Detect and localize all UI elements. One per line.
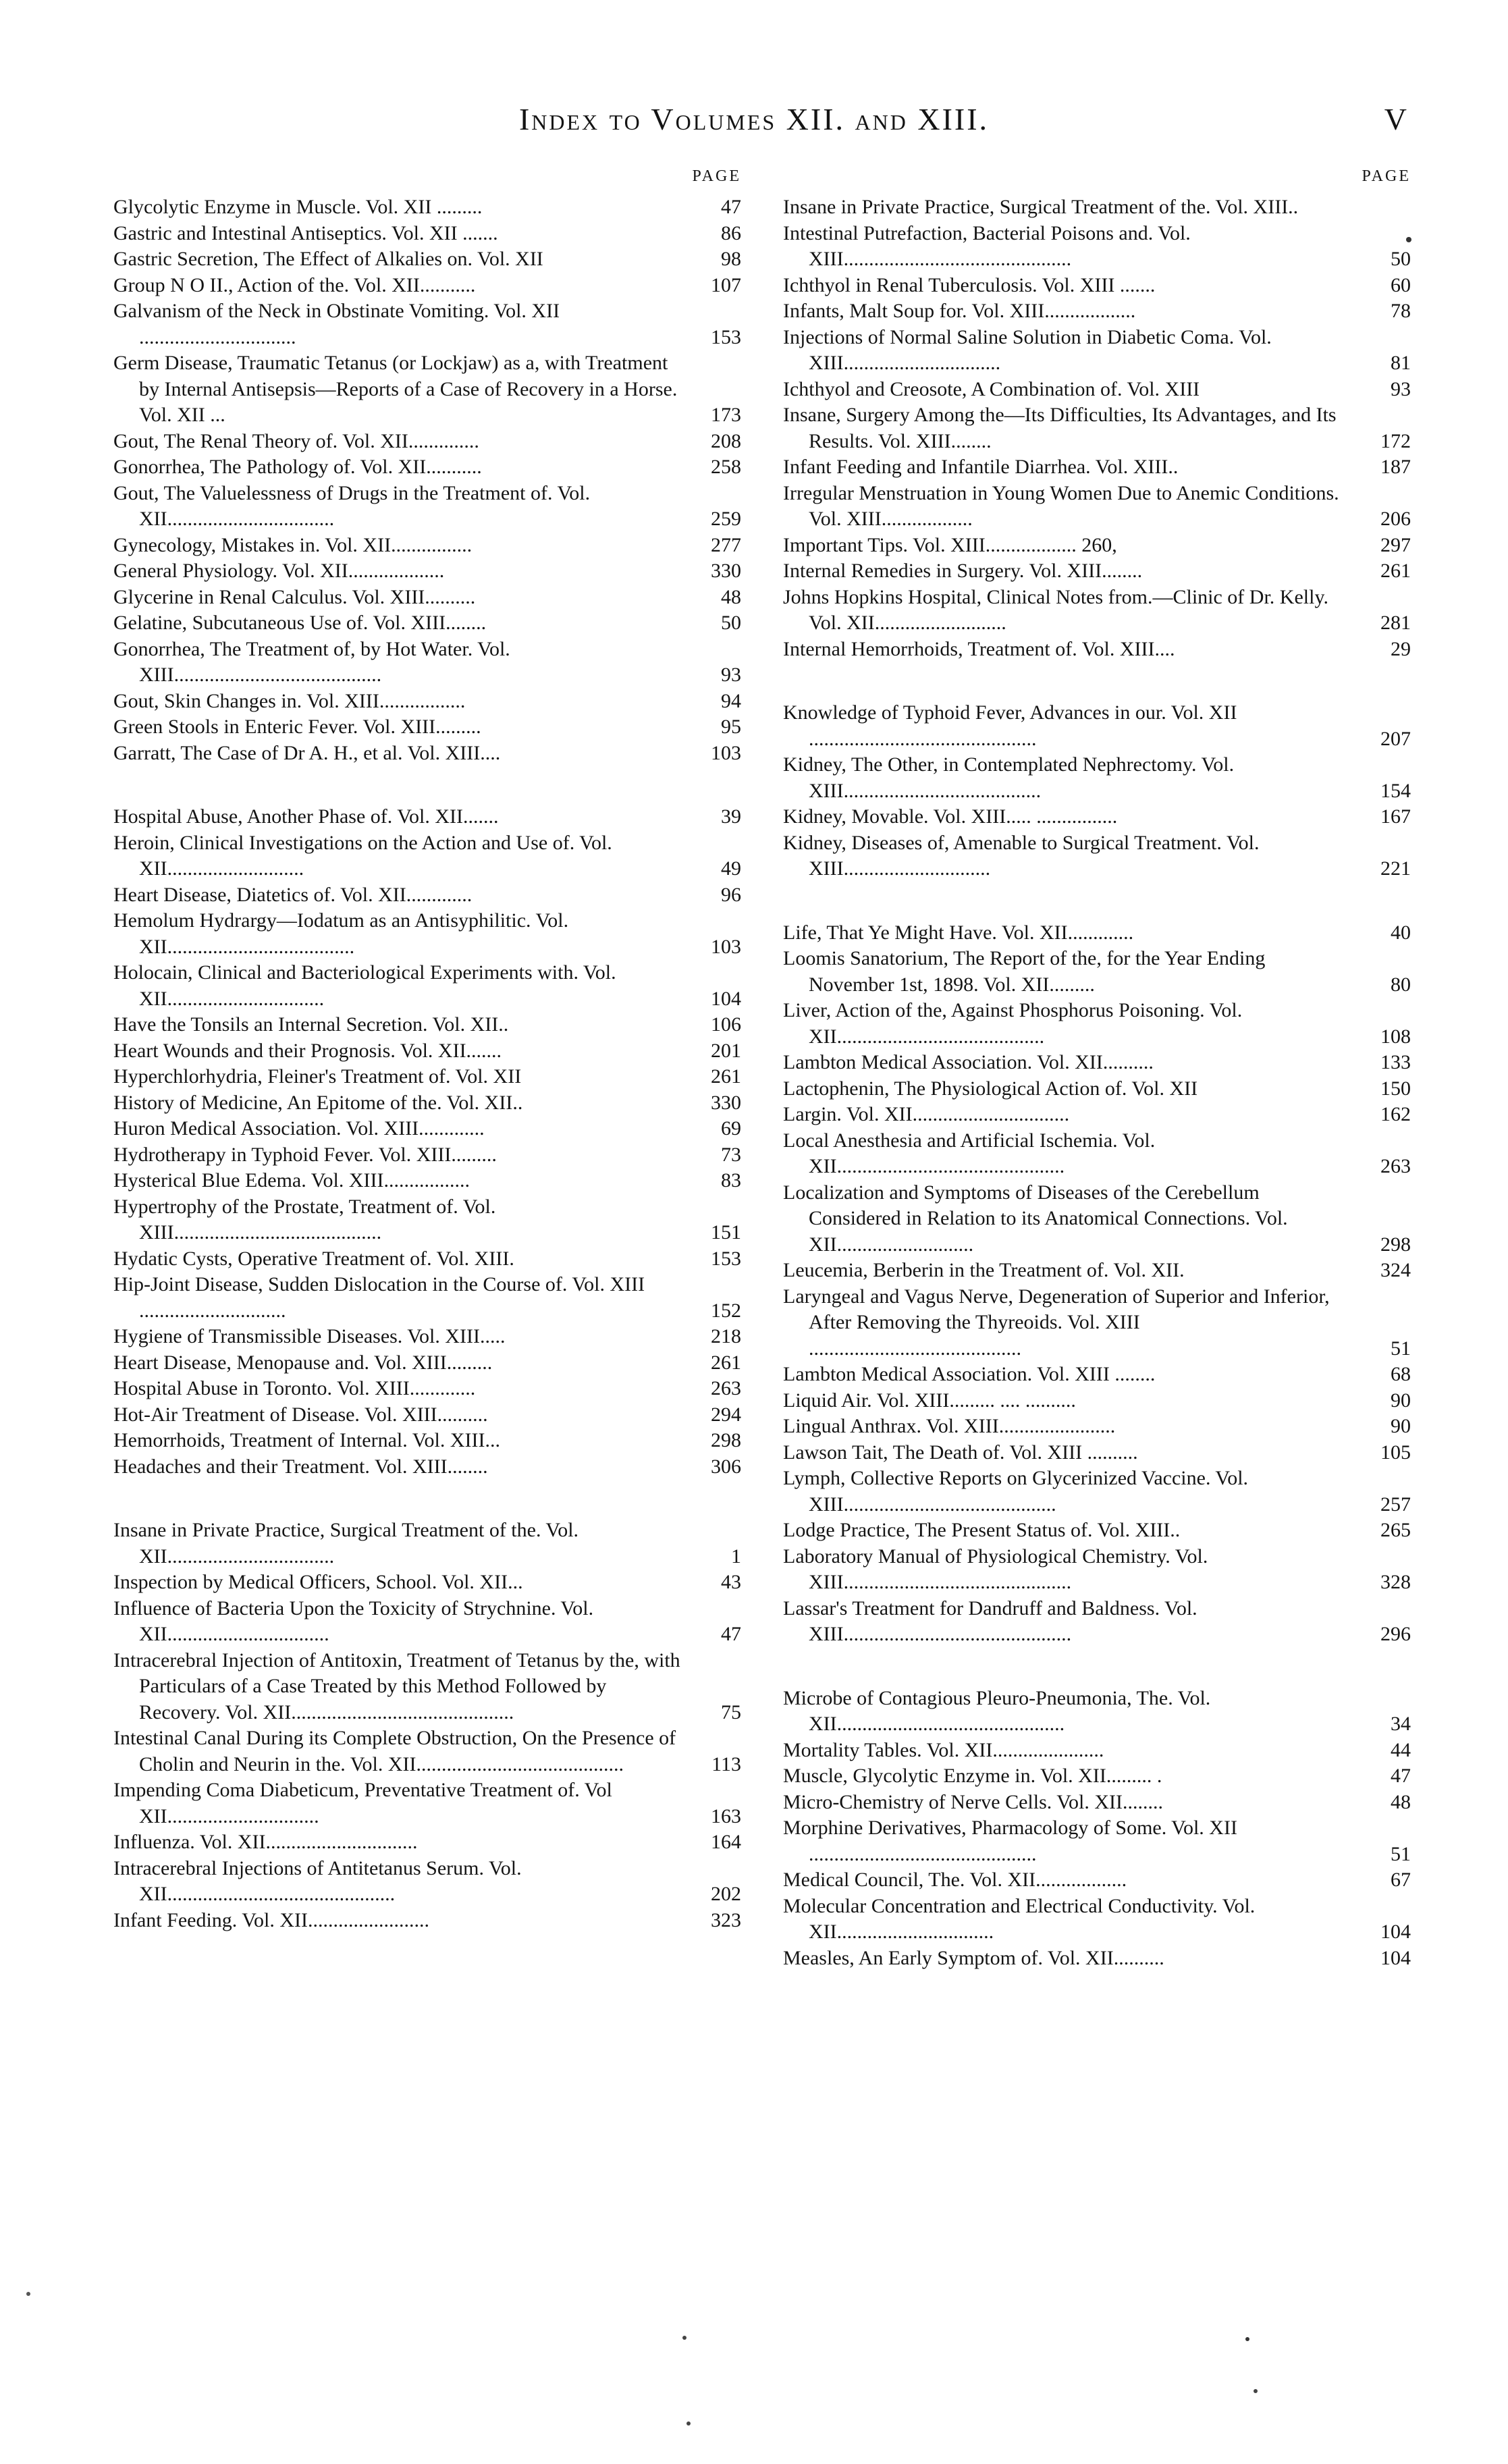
index-entry xyxy=(113,1725,747,1777)
entry-page-number: 207 xyxy=(1380,727,1411,750)
entry-page-number: 257 xyxy=(1380,1493,1411,1516)
entry-page-number: 90 xyxy=(1391,1415,1411,1437)
index-entry xyxy=(783,1894,1416,1946)
entry-page-number: 43 xyxy=(721,1571,741,1593)
entry-text: Gout, The Valuelessness of Drugs in the Treatment of. Vol. XII................................. xyxy=(113,481,591,530)
entry-text: Intestinal Putrefaction, Bacterial Poisons and. Vol. XIII............................................. xyxy=(783,221,1191,270)
entry-text: Measles, An Early Symptom of. Vol. XII.......... xyxy=(783,1946,1164,1969)
entry-page-number: 330 xyxy=(711,560,741,582)
index-entry xyxy=(783,481,1416,533)
entry-page-number: 73 xyxy=(721,1143,741,1166)
entry-text: Headaches and their Treatment. Vol. XIII........ xyxy=(113,1455,488,1478)
entry-text: Lymph, Collective Reports on Glycerinized Vaccine. Vol. XIII.......................................... xyxy=(783,1467,1249,1516)
entry-text: Hyperchlorhydria, Fleiner's Treatment of. Vol. XII xyxy=(113,1065,522,1088)
index-entry xyxy=(113,350,747,429)
entry-page-number: 172 xyxy=(1380,429,1411,452)
entry-text: Hysterical Blue Edema. Vol. XIII................. xyxy=(113,1169,470,1191)
index-entry xyxy=(783,1867,1416,1894)
entry-page-number: 49 xyxy=(721,857,741,880)
index-entry xyxy=(783,830,1416,882)
index-entry xyxy=(113,1570,747,1596)
index-entry xyxy=(113,1246,747,1273)
entry-text: Green Stools in Enteric Fever. Vol. XIII......... xyxy=(113,716,481,738)
index-entry xyxy=(113,1829,747,1856)
entry-text: Hydrotherapy in Typhoid Fever. Vol. XIII......... xyxy=(113,1143,497,1166)
entry-page-number: 277 xyxy=(711,533,741,556)
entry-page-number: 324 xyxy=(1380,1259,1411,1281)
entry-page-number: 298 xyxy=(1380,1233,1411,1256)
entry-text: Glycolytic Enzyme in Muscle. Vol. XII ......... xyxy=(113,196,483,218)
section-gap xyxy=(113,1480,747,1518)
index-entry xyxy=(113,1038,747,1065)
entry-text: Knowledge of Typhoid Fever, Advances in our. Vol. XII ............................................. xyxy=(783,701,1237,750)
index-entry xyxy=(113,1376,747,1402)
entry-text: Insane in Private Practice, Surgical Treatment of the. Vol. XIII.. xyxy=(783,196,1299,218)
entry-text: Infant Feeding and Infantile Diarrhea. Vol. XIII.. xyxy=(783,456,1179,478)
entry-page-number: 259 xyxy=(711,508,741,530)
entry-page-number: 29 xyxy=(1391,637,1411,660)
entry-text: General Physiology. Vol. XII................... xyxy=(113,560,445,582)
index-entry xyxy=(113,908,747,960)
index-entry xyxy=(113,1350,747,1376)
entry-page-number: 328 xyxy=(1380,1571,1411,1593)
index-entry xyxy=(113,714,747,741)
index-entry xyxy=(783,920,1416,946)
entry-page-number: 208 xyxy=(711,429,741,452)
index-entry xyxy=(113,1777,747,1829)
entry-text: Leucemia, Berberin in the Treatment of. Vol. XII. xyxy=(783,1259,1185,1281)
index-entry xyxy=(783,1466,1416,1518)
entry-text: Laboratory Manual of Physiological Chemistry. Vol. XIII............................................. xyxy=(783,1545,1208,1593)
entry-page-number: 93 xyxy=(721,664,741,686)
index-entry xyxy=(113,960,747,1012)
entry-text: Hospital Abuse in Toronto. Vol. XIII............. xyxy=(113,1377,476,1399)
entry-text: Localization and Symptoms of Diseases of the Cerebellum Considered in Relation to its Anatomical Connections. Vol. XII........................... xyxy=(783,1181,1288,1256)
index-entry xyxy=(783,1050,1416,1076)
index-entry xyxy=(113,1142,747,1169)
index-entry xyxy=(783,273,1416,299)
entry-page-number: 80 xyxy=(1391,973,1411,996)
entry-page-number: 150 xyxy=(1380,1077,1411,1100)
entry-text: Liver, Action of the, Against Phosphorus Poisoning. Vol. XII......................................... xyxy=(783,999,1243,1048)
index-entry xyxy=(113,429,747,455)
entry-text: Internal Hemorrhoids, Treatment of. Vol. XIII.... xyxy=(783,637,1175,660)
entry-page-number: 153 xyxy=(711,325,741,348)
entry-page-number: 187 xyxy=(1380,456,1411,478)
index-entry xyxy=(783,1128,1416,1180)
entry-text: Have the Tonsils an Internal Secretion. Vol. XII.. xyxy=(113,1013,509,1036)
index-entry xyxy=(783,1102,1416,1128)
entry-text: Gout, The Renal Theory of. Vol. XII.............. xyxy=(113,429,479,452)
entry-text: Infants, Malt Soup for. Vol. XIII.................. xyxy=(783,300,1136,322)
entry-text: Lawson Tait, The Death of. Vol. XIII .......... xyxy=(783,1441,1138,1464)
index-entry xyxy=(113,1168,747,1194)
entry-text: Germ Disease, Traumatic Tetanus (or Lockjaw) as a, with Treatment by Internal Antisepsis—Reports of a Case of Recovery in a Horse. Vol. XII ... xyxy=(113,352,678,426)
entry-text: Internal Remedies in Surgery. Vol. XIII........ xyxy=(783,560,1143,582)
entry-text: Irregular Menstruation in Young Women Due to Anemic Conditions. Vol. XIII.................. xyxy=(783,481,1339,530)
index-entry xyxy=(113,1324,747,1350)
index-entry xyxy=(783,221,1416,273)
entry-page-number: 173 xyxy=(711,404,741,426)
index-entry xyxy=(783,1544,1416,1596)
entry-text: Ichthyol and Creosote, A Combination of. Vol. XIII xyxy=(783,377,1200,400)
entry-text: Gynecology, Mistakes in. Vol. XII................ xyxy=(113,533,473,556)
index-entry xyxy=(113,1194,747,1246)
entry-page-number: 47 xyxy=(1391,1765,1411,1787)
entry-page-number: 40 xyxy=(1391,921,1411,944)
entry-page-number: 296 xyxy=(1380,1623,1411,1645)
index-entry xyxy=(783,998,1416,1050)
entry-page-number: 323 xyxy=(711,1908,741,1931)
entry-text: Liquid Air. Vol. XIII......... .... .......... xyxy=(783,1389,1076,1412)
entry-text: Impending Coma Diabeticum, Preventative Treatment of. Vol XII.............................. xyxy=(113,1779,612,1827)
index-entry xyxy=(783,585,1416,637)
entry-page-number: 50 xyxy=(721,612,741,634)
entry-page-number: 48 xyxy=(1391,1790,1411,1813)
entry-page-number: 93 xyxy=(1391,377,1411,400)
entry-text: Molecular Concentration and Electrical Conductivity. Vol. XII............................... xyxy=(783,1894,1256,1943)
entry-page-number: 68 xyxy=(1391,1363,1411,1385)
index-entry xyxy=(783,804,1416,830)
entry-text: Gonorrhea, The Pathology of. Vol. XII........... xyxy=(113,456,482,478)
index-entry xyxy=(783,1518,1416,1544)
entry-text: Lodge Practice, The Present Status of. Vol. XIII.. xyxy=(783,1519,1181,1541)
index-entry xyxy=(113,1908,747,1934)
index-entry xyxy=(113,1402,747,1428)
entry-page-number: 330 xyxy=(711,1091,741,1114)
index-entry xyxy=(783,1738,1416,1764)
index-entry xyxy=(783,1180,1416,1258)
entry-text: Insane in Private Practice, Surgical Treatment of the. Vol. XII................................. xyxy=(113,1519,579,1568)
index-entry xyxy=(113,585,747,611)
entry-text: Medical Council, The. Vol. XII.................. xyxy=(783,1869,1127,1891)
entry-page-number: 104 xyxy=(711,987,741,1010)
entry-page-number: 60 xyxy=(1391,273,1411,296)
index-entry xyxy=(113,1064,747,1090)
entry-text: History of Medicine, An Epitome of the. Vol. XII.. xyxy=(113,1091,523,1114)
entry-page-number: 104 xyxy=(1380,1921,1411,1943)
entry-page-number: 306 xyxy=(711,1455,741,1478)
index-entry xyxy=(783,1414,1416,1440)
entry-page-number: 152 xyxy=(711,1299,741,1322)
index-entry xyxy=(783,1388,1416,1414)
entry-page-number: 167 xyxy=(1380,805,1411,828)
entry-page-number: 75 xyxy=(721,1700,741,1723)
entry-text: Kidney, The Other, in Contemplated Nephrectomy. Vol. XIII....................................... xyxy=(783,753,1235,802)
entry-page-number: 133 xyxy=(1380,1051,1411,1073)
section-gap xyxy=(783,662,1416,700)
index-entry xyxy=(783,1284,1416,1362)
entry-page-number: 258 xyxy=(711,456,741,478)
entry-text: Injections of Normal Saline Solution in Diabetic Coma. Vol. XIII............................... xyxy=(783,325,1272,374)
entry-text: Lambton Medical Association. Vol. XIII ........ xyxy=(783,1363,1156,1385)
entry-text: Gastric and Intestinal Antiseptics. Vol. XII ....... xyxy=(113,221,498,244)
entry-page-number: 98 xyxy=(721,248,741,270)
entry-page-number: 163 xyxy=(711,1804,741,1827)
index-entry xyxy=(113,610,747,637)
left-column xyxy=(113,167,747,1933)
entry-page-number: 103 xyxy=(711,741,741,764)
entry-text: Local Anesthesia and Artificial Ischemia. Vol. XII............................................. xyxy=(783,1129,1156,1177)
entry-text: Ichthyol in Renal Tuberculosis. Vol. XIII ....... xyxy=(783,273,1156,296)
entry-page-number: 265 xyxy=(1380,1519,1411,1541)
index-entry xyxy=(783,1790,1416,1816)
entry-page-number: 50 xyxy=(1391,248,1411,270)
entry-page-number: 86 xyxy=(721,221,741,244)
entry-text: Hot-Air Treatment of Disease. Vol. XIII.......... xyxy=(113,1403,488,1426)
entry-page-number: 154 xyxy=(1380,779,1411,802)
entry-page-number: 96 xyxy=(721,883,741,906)
index-entry xyxy=(783,194,1416,221)
entry-text: Kidney, Movable. Vol. XIII..... ................ xyxy=(783,805,1118,828)
entry-page-number: 105 xyxy=(1380,1441,1411,1464)
entry-page-number: 201 xyxy=(711,1039,741,1062)
entry-text: Heart Wounds and their Prognosis. Vol. XII....... xyxy=(113,1039,502,1062)
page-column-label: PAGE xyxy=(692,167,741,185)
index-entry xyxy=(783,298,1416,325)
entry-page-number: 297 xyxy=(1380,533,1411,556)
entry-text: Kidney, Diseases of, Amenable to Surgical Treatment. Vol. XIII............................. xyxy=(783,831,1260,880)
entry-page-number: 51 xyxy=(1391,1337,1411,1360)
entry-text: Hypertrophy of the Prostate, Treatment of. Vol. XIII......................................... xyxy=(113,1195,496,1243)
index-entry xyxy=(113,533,747,559)
entry-text: Heart Disease, Menopause and. Vol. XIII......... xyxy=(113,1351,493,1374)
index-entry xyxy=(783,402,1416,454)
index-entry xyxy=(783,1763,1416,1790)
index-entry xyxy=(113,246,747,273)
entry-page-number: 78 xyxy=(1391,300,1411,322)
entry-page-number: 153 xyxy=(711,1247,741,1270)
index-entry xyxy=(113,1518,747,1570)
index-entry xyxy=(113,882,747,909)
entry-text: Largin. Vol. XII............................... xyxy=(783,1103,1070,1125)
index-entry xyxy=(113,1272,747,1324)
entry-text: Insane, Surgery Among the—Its Difficulties, Its Advantages, and Its Results. Vol. XIII........ xyxy=(783,404,1337,452)
index-entry xyxy=(113,298,747,350)
entry-text: Loomis Sanatorium, The Report of the, for the Year Ending November 1st, 1898. Vol. XII......... xyxy=(783,947,1266,996)
entry-page-number: 81 xyxy=(1391,352,1411,374)
running-head: Index to Volumes XII. and XIII. xyxy=(518,102,990,136)
entry-page-number: 34 xyxy=(1391,1713,1411,1735)
entry-page-number: 47 xyxy=(721,1623,741,1645)
entry-text: Inspection by Medical Officers, School. Vol. XII... xyxy=(113,1571,523,1593)
entry-text: Hip-Joint Disease, Sudden Dislocation in the Course of. Vol. XIII ............................. xyxy=(113,1273,645,1322)
index-entry xyxy=(783,1076,1416,1102)
index-entry xyxy=(783,454,1416,481)
entry-text: Lambton Medical Association. Vol. XII.......... xyxy=(783,1051,1154,1073)
index-entry xyxy=(113,221,747,247)
entry-text: Infant Feeding. Vol. XII........................ xyxy=(113,1908,430,1931)
index-entry xyxy=(783,1362,1416,1388)
entry-page-number: 261 xyxy=(711,1351,741,1374)
entry-text: Intracerebral Injection of Antitoxin, Treatment of Tetanus by the, with Particulars of a Case Treated by this Method Followed by Recovery. Vol. XII............................................ xyxy=(113,1649,680,1723)
entry-text: Lingual Anthrax. Vol. XIII....................... xyxy=(783,1415,1116,1437)
entry-text: Heroin, Clinical Investigations on the Action and Use of. Vol. XII........................... xyxy=(113,831,612,880)
entry-text: Mortality Tables. Vol. XII...................... xyxy=(783,1738,1104,1761)
entry-page-number: 221 xyxy=(1380,857,1411,880)
index-entry xyxy=(783,700,1416,752)
entry-page-number: 83 xyxy=(721,1169,741,1191)
entry-text: Hydatic Cysts, Operative Treatment of. Vol. XIII. xyxy=(113,1247,514,1270)
entry-text: Group N O II., Action of the. Vol. XII........... xyxy=(113,273,476,296)
entry-page-number: 67 xyxy=(1391,1869,1411,1891)
index-entry xyxy=(113,1596,747,1648)
entry-text: Hygiene of Transmissible Diseases. Vol. XIII..... xyxy=(113,1325,506,1347)
index-entry xyxy=(783,637,1416,663)
index-entry xyxy=(113,194,747,221)
index-entry xyxy=(113,1856,747,1908)
index-entry xyxy=(783,752,1416,804)
section-gap xyxy=(783,1648,1416,1686)
entry-page-number: 103 xyxy=(711,935,741,958)
entry-page-number: 48 xyxy=(721,585,741,608)
entry-page-number: 90 xyxy=(1391,1389,1411,1412)
entry-page-number: 162 xyxy=(1380,1103,1411,1125)
page-number: V xyxy=(1384,102,1407,136)
index-entry xyxy=(113,637,747,689)
entry-text: Intracerebral Injections of Antitetanus Serum. Vol. XII............................................. xyxy=(113,1856,522,1905)
entry-text: Influence of Bacteria Upon the Toxicity of Strychnine. Vol. XII................................ xyxy=(113,1597,594,1645)
entry-page-number: 261 xyxy=(711,1065,741,1088)
entry-text: Hospital Abuse, Another Phase of. Vol. XII....... xyxy=(113,805,499,828)
entry-text: Huron Medical Association. Vol. XIII............. xyxy=(113,1117,485,1140)
entry-page-number: 263 xyxy=(711,1377,741,1399)
index-entry xyxy=(113,273,747,299)
entry-text: Gastric Secretion, The Effect of Alkalies on. Vol. XII xyxy=(113,248,543,270)
entry-page-number: 218 xyxy=(711,1325,741,1347)
index-entry xyxy=(113,481,747,533)
entry-page-number: 108 xyxy=(1380,1025,1411,1048)
entry-page-number: 263 xyxy=(1380,1155,1411,1177)
entry-text: Hemorrhoids, Treatment of Internal. Vol. XIII... xyxy=(113,1429,500,1451)
entry-page-number: 95 xyxy=(721,716,741,738)
index-entry xyxy=(113,1428,747,1454)
entry-text: Lactophenin, The Physiological Action of. Vol. XII xyxy=(783,1077,1198,1100)
section-gap xyxy=(783,882,1416,920)
entry-page-number: 106 xyxy=(711,1013,741,1036)
entry-page-number: 164 xyxy=(711,1831,741,1853)
index-entry xyxy=(113,830,747,882)
entry-page-number: 47 xyxy=(721,196,741,218)
entry-page-number: 294 xyxy=(711,1403,741,1426)
entry-text: Gelatine, Subcutaneous Use of. Vol. XIII........ xyxy=(113,612,487,634)
entry-text: Influenza. Vol. XII.............................. xyxy=(113,1831,418,1853)
right-column xyxy=(783,167,1416,1971)
index-entry xyxy=(783,377,1416,403)
entry-page-number: 298 xyxy=(711,1429,741,1451)
index-entry xyxy=(783,1946,1416,1972)
entry-text: Garratt, The Case of Dr A. H., et al. Vol. XIII.... xyxy=(113,741,501,764)
index-entry xyxy=(783,946,1416,998)
index-entry xyxy=(113,1012,747,1038)
section-gap xyxy=(113,766,747,804)
index-entry xyxy=(783,1815,1416,1867)
entry-text: Lassar's Treatment for Dandruff and Baldness. Vol. XIII............................................. xyxy=(783,1597,1197,1645)
index-entry xyxy=(783,1258,1416,1284)
entry-page-number: 151 xyxy=(711,1221,741,1243)
entry-page-number: 113 xyxy=(711,1752,741,1775)
entry-text: Microbe of Contagious Pleuro-Pneumonia, The. Vol. XII............................................. xyxy=(783,1686,1211,1735)
entry-text: Galvanism of the Neck in Obstinate Vomiting. Vol. XII ............................... xyxy=(113,300,560,348)
entry-page-number: 94 xyxy=(721,689,741,712)
entry-text: Glycerine in Renal Calculus. Vol. XIII.......... xyxy=(113,585,476,608)
entry-text: Morphine Derivatives, Pharmacology of Some. Vol. XII ............................................. xyxy=(783,1817,1237,1865)
index-entry xyxy=(113,1454,747,1480)
entry-text: Muscle, Glycolytic Enzyme in. Vol. XII......... . xyxy=(783,1765,1162,1787)
entry-page-number: 107 xyxy=(711,273,741,296)
entry-page-number: 69 xyxy=(721,1117,741,1140)
entry-page-number: 104 xyxy=(1380,1946,1411,1969)
index-entry xyxy=(113,1090,747,1117)
page-column-label: PAGE xyxy=(1362,167,1411,185)
entry-page-number: 281 xyxy=(1380,612,1411,634)
entry-text: Gout, Skin Changes in. Vol. XIII................. xyxy=(113,689,466,712)
index-entry xyxy=(113,689,747,715)
entry-page-number: 206 xyxy=(1380,508,1411,530)
index-entry xyxy=(113,741,747,767)
index-entry xyxy=(783,1686,1416,1738)
entry-text: Life, That Ye Might Have. Vol. XII............. xyxy=(783,921,1134,944)
index-entry xyxy=(113,558,747,585)
index-entry xyxy=(783,325,1416,377)
index-entry xyxy=(113,454,747,481)
entry-page-number: 51 xyxy=(1391,1842,1411,1865)
entry-text: Holocain, Clinical and Bacteriological Experiments with. Vol. XII............................... xyxy=(113,961,616,1010)
entry-page-number: 261 xyxy=(1380,560,1411,582)
entry-page-number: 39 xyxy=(721,805,741,828)
entry-text: Gonorrhea, The Treatment of, by Hot Water. Vol. XIII......................................... xyxy=(113,637,510,686)
index-entry xyxy=(783,558,1416,585)
index-entry xyxy=(783,533,1416,559)
entry-text: Laryngeal and Vagus Nerve, Degeneration of Superior and Inferior, After Removing the Thyreoids. Vol. XIII .......................................... xyxy=(783,1285,1330,1360)
entry-text: Important Tips. Vol. XIII.................. 260, xyxy=(783,533,1117,556)
entry-text: Heart Disease, Diatetics of. Vol. XII............. xyxy=(113,883,473,906)
index-entry xyxy=(783,1440,1416,1466)
entry-page-number: 1 xyxy=(731,1545,741,1568)
entry-text: Johns Hopkins Hospital, Clinical Notes from.—Clinic of Dr. Kelly. Vol. XII.......................... xyxy=(783,585,1328,634)
index-entry xyxy=(113,1116,747,1142)
index-entry xyxy=(783,1596,1416,1648)
entry-page-number: 44 xyxy=(1391,1738,1411,1761)
index-entry xyxy=(113,804,747,830)
entry-text: Hemolum Hydrargy—Iodatum as an Antisyphilitic. Vol. XII..................................... xyxy=(113,909,569,958)
entry-text: Micro-Chemistry of Nerve Cells. Vol. XII........ xyxy=(783,1790,1163,1813)
entry-text: Intestinal Canal During its Complete Obstruction, On the Presence of Cholin and Neurin in the. Vol. XII......................................... xyxy=(113,1727,676,1775)
entry-page-number: 202 xyxy=(711,1883,741,1905)
index-entry xyxy=(113,1648,747,1726)
